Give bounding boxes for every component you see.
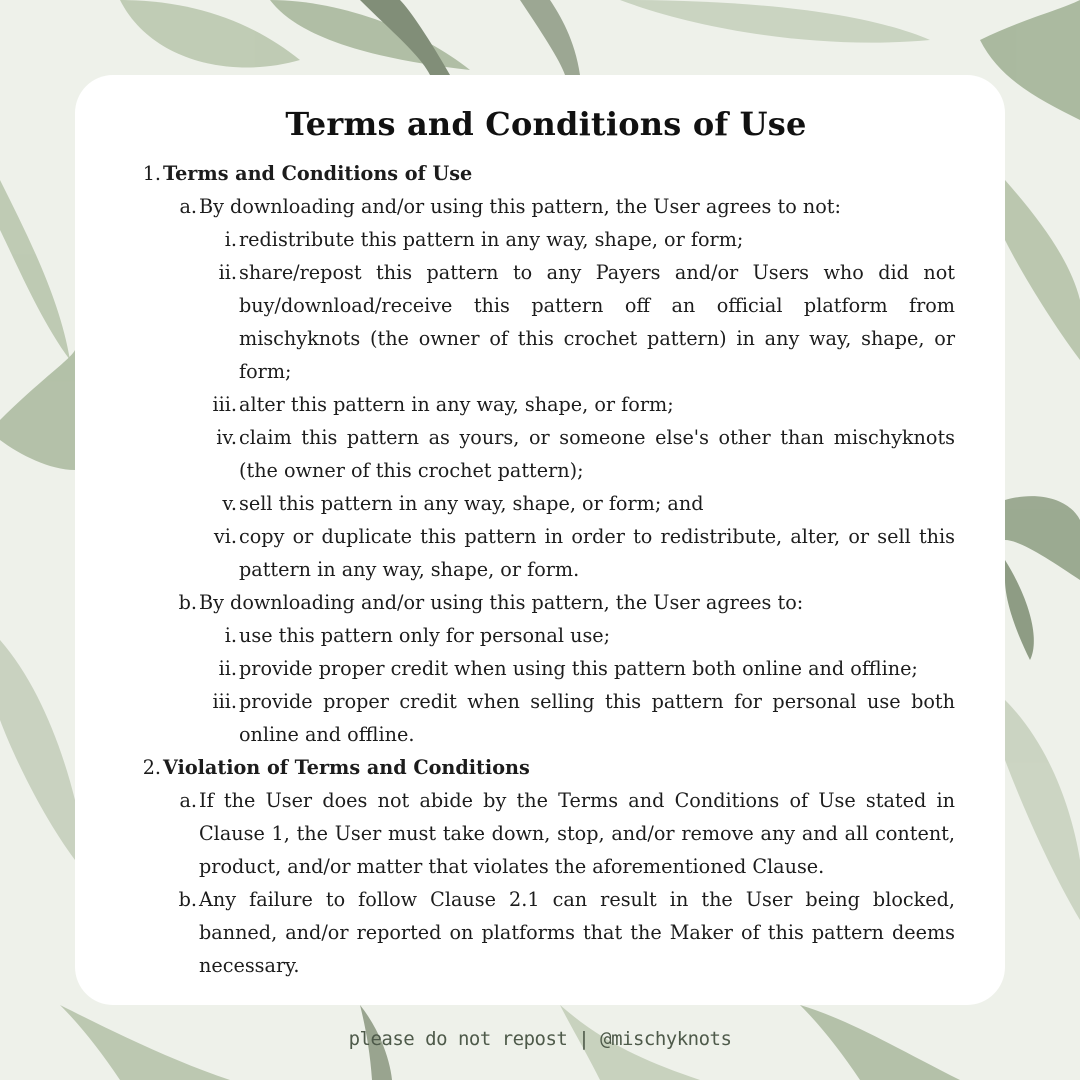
sub-clause-numeral: vi. — [213, 525, 237, 548]
sub-clause-numeral: iii. — [212, 393, 237, 416]
sub-clause-numeral: ii. — [218, 261, 237, 284]
sub-clause-text: provide proper credit when using this pattern both online and offline; — [239, 657, 918, 680]
sub-clause-item — [137, 256, 955, 388]
section-title: Violation of Terms and Conditions — [163, 756, 530, 779]
footer-note: please do not repost | @mischyknots — [348, 1028, 732, 1050]
section-number: 1. — [142, 162, 161, 185]
clause-text: Any failure to follow Clause 2.1 can result in the User being blocked, banned, and/or reported on platforms that the Maker of this pattern deems necessary. — [199, 888, 955, 977]
page-title: Terms and Conditions of Use — [285, 105, 807, 143]
sub-clause-item — [137, 487, 955, 520]
sub-clause-text: provide proper credit when selling this pattern for personal use both online and offline. — [239, 690, 955, 746]
sub-clause-text: claim this pattern as yours, or someone else's other than mischyknots (the owner of this crochet pattern); — [239, 426, 955, 482]
clause-letter: b. — [178, 888, 197, 911]
sub-clause-numeral: i. — [224, 624, 237, 647]
sub-clause-numeral: ii. — [218, 657, 237, 680]
clause-text: If the User does not abide by the Terms and Conditions of Use stated in Clause 1, the User must take down, stop, and/or remove any and all content, product, and/or matter that violates the aforementioned Clause. — [199, 789, 955, 878]
sub-clause-text: use this pattern only for personal use; — [239, 624, 611, 647]
sub-clause-item — [137, 685, 955, 751]
clause-item — [137, 586, 955, 619]
sub-clause-item — [137, 619, 955, 652]
section-heading — [137, 751, 955, 784]
sub-clause-text: share/repost this pattern to any Payers and/or Users who did not buy/download/receive this pattern off an official platform from mischyknots (the owner of this crochet pattern) in any way, shape, or form; — [239, 261, 955, 383]
sub-clause-item — [137, 652, 955, 685]
sub-clause-item — [137, 421, 955, 487]
terms-document — [137, 157, 955, 982]
clause-item — [137, 883, 955, 982]
sub-clause-numeral: iv. — [216, 426, 237, 449]
section-title: Terms and Conditions of Use — [163, 162, 473, 185]
sub-clause-item — [137, 223, 955, 256]
sub-clause-text: sell this pattern in any way, shape, or form; and — [239, 492, 704, 515]
sub-clause-text: alter this pattern in any way, shape, or form; — [239, 393, 674, 416]
clause-letter: b. — [178, 591, 197, 614]
sub-clause-numeral: i. — [224, 228, 237, 251]
sub-clause-numeral: iii. — [212, 690, 237, 713]
sub-clause-item — [137, 388, 955, 421]
clause-text: By downloading and/or using this pattern, the User agrees to: — [199, 591, 804, 614]
sub-clause-item — [137, 520, 955, 586]
sub-clause-text: redistribute this pattern in any way, shape, or form; — [239, 228, 744, 251]
sub-clause-text: copy or duplicate this pattern in order to redistribute, alter, or sell this pattern in any way, shape, or form. — [239, 525, 955, 581]
clause-letter: a. — [179, 195, 197, 218]
clause-item — [137, 190, 955, 223]
section-heading — [137, 157, 955, 190]
terms-card — [75, 75, 1005, 1005]
sub-clause-numeral: v. — [222, 492, 237, 515]
clause-item — [137, 784, 955, 883]
clause-letter: a. — [179, 789, 197, 812]
section-number: 2. — [142, 756, 161, 779]
clause-text: By downloading and/or using this pattern, the User agrees to not: — [199, 195, 841, 218]
